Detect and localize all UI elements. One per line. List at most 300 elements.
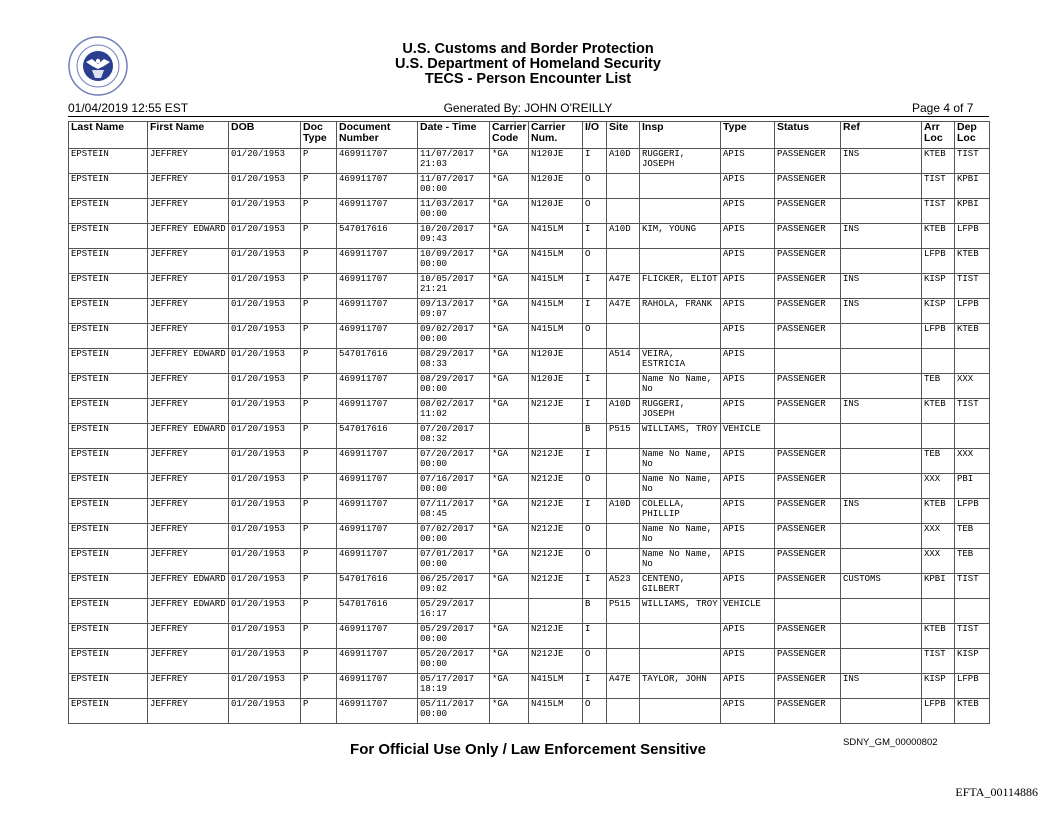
cell-io: I xyxy=(583,374,607,399)
cell-type: VEHICLE xyxy=(721,599,775,624)
cell-dob: 01/20/1953 xyxy=(229,424,301,449)
cell-date-time: 05/29/2017 00:00 xyxy=(418,624,490,649)
cell-ref xyxy=(841,649,922,674)
cell-arr-loc: LFPB xyxy=(922,324,955,349)
cell-dob: 01/20/1953 xyxy=(229,224,301,249)
cell-doc-type: P xyxy=(301,149,337,174)
cell-carrier-code: *GA xyxy=(490,349,529,374)
cell-status: PASSENGER xyxy=(775,574,841,599)
cell-first-name: JEFFREY xyxy=(148,274,229,299)
cell-io: I xyxy=(583,674,607,699)
col-io: I/O xyxy=(583,122,607,149)
cell-type: APIS xyxy=(721,574,775,599)
cell-date-time: 05/11/2017 00:00 xyxy=(418,699,490,724)
cell-carrier-code: *GA xyxy=(490,699,529,724)
cell-site: A10D xyxy=(607,224,640,249)
cell-arr-loc: TEB xyxy=(922,449,955,474)
cell-site xyxy=(607,249,640,274)
cell-ref: INS xyxy=(841,674,922,699)
cell-document-number: 469911707 xyxy=(337,699,418,724)
cell-insp: RUGGERI, JOSEPH xyxy=(640,399,721,424)
cell-arr-loc: TIST xyxy=(922,199,955,224)
cell-doc-type: P xyxy=(301,199,337,224)
cell-dob: 01/20/1953 xyxy=(229,599,301,624)
cell-last-name: EPSTEIN xyxy=(69,224,148,249)
cell-carrier-num xyxy=(529,599,583,624)
cell-arr-loc: KISP xyxy=(922,674,955,699)
cell-type: APIS xyxy=(721,474,775,499)
table-row xyxy=(69,424,990,449)
table-row xyxy=(69,149,990,174)
cell-date-time: 11/07/2017 21:03 xyxy=(418,149,490,174)
report-title: TECS - Person Encounter List xyxy=(424,71,632,87)
cell-doc-type: P xyxy=(301,224,337,249)
cell-io: O xyxy=(583,324,607,349)
cell-dob: 01/20/1953 xyxy=(229,449,301,474)
col-arr-loc: Arr Loc xyxy=(922,122,955,149)
cell-carrier-code: *GA xyxy=(490,499,529,524)
cell-site: A47E xyxy=(607,274,640,299)
cell-last-name: EPSTEIN xyxy=(69,349,148,374)
cell-first-name: JEFFREY xyxy=(148,649,229,674)
cell-document-number: 469911707 xyxy=(337,274,418,299)
cell-first-name: JEFFREY xyxy=(148,674,229,699)
cell-insp: TAYLOR, JOHN xyxy=(640,674,721,699)
cell-document-number: 469911707 xyxy=(337,199,418,224)
cell-dep-loc: TIST xyxy=(955,274,990,299)
cell-dep-loc: LFPB xyxy=(955,299,990,324)
cell-last-name: EPSTEIN xyxy=(69,574,148,599)
cell-doc-type: P xyxy=(301,299,337,324)
cell-last-name: EPSTEIN xyxy=(69,424,148,449)
cell-carrier-num: N415LM xyxy=(529,699,583,724)
cell-type: APIS xyxy=(721,149,775,174)
cell-dob: 01/20/1953 xyxy=(229,549,301,574)
cell-site: A47E xyxy=(607,299,640,324)
cell-doc-type: P xyxy=(301,399,337,424)
table-row xyxy=(69,549,990,574)
cell-io: O xyxy=(583,699,607,724)
cell-arr-loc: KISP xyxy=(922,274,955,299)
cell-dep-loc: LFPB xyxy=(955,674,990,699)
cell-first-name: JEFFREY xyxy=(148,174,229,199)
cell-type: APIS xyxy=(721,349,775,374)
cell-io: O xyxy=(583,549,607,574)
cell-dep-loc: KPBI xyxy=(955,199,990,224)
cell-site xyxy=(607,699,640,724)
cell-arr-loc xyxy=(922,349,955,374)
col-first-name: First Name xyxy=(148,122,229,149)
cell-type: APIS xyxy=(721,274,775,299)
cell-carrier-num: N120JE xyxy=(529,349,583,374)
table-row xyxy=(69,674,990,699)
cell-insp: Name No Name, No xyxy=(640,374,721,399)
cell-status: PASSENGER xyxy=(775,699,841,724)
cell-arr-loc xyxy=(922,424,955,449)
cell-type: APIS xyxy=(721,324,775,349)
cell-site xyxy=(607,174,640,199)
cell-status: PASSENGER xyxy=(775,274,841,299)
cell-ref xyxy=(841,374,922,399)
cell-date-time: 07/02/2017 00:00 xyxy=(418,524,490,549)
cell-ref xyxy=(841,699,922,724)
cell-status xyxy=(775,424,841,449)
table-row xyxy=(69,574,990,599)
cell-date-time: 10/05/2017 21:21 xyxy=(418,274,490,299)
cell-insp xyxy=(640,649,721,674)
table-row xyxy=(69,374,990,399)
cell-first-name: JEFFREY xyxy=(148,499,229,524)
cell-carrier-code: *GA xyxy=(490,324,529,349)
cell-doc-type: P xyxy=(301,374,337,399)
cell-carrier-code: *GA xyxy=(490,574,529,599)
cell-io xyxy=(583,349,607,374)
cell-site: P515 xyxy=(607,424,640,449)
cell-carrier-code: *GA xyxy=(490,299,529,324)
cell-io: I xyxy=(583,399,607,424)
table-row xyxy=(69,299,990,324)
cell-status: PASSENGER xyxy=(775,524,841,549)
cell-last-name: EPSTEIN xyxy=(69,599,148,624)
table-row xyxy=(69,224,990,249)
cell-carrier-num: N212JE xyxy=(529,549,583,574)
col-insp: Insp xyxy=(640,122,721,149)
agency-title: U.S. Customs and Border Protection xyxy=(402,41,654,57)
cell-document-number: 547017616 xyxy=(337,599,418,624)
cell-last-name: EPSTEIN xyxy=(69,524,148,549)
cell-ref xyxy=(841,624,922,649)
cell-status: PASSENGER xyxy=(775,474,841,499)
cell-carrier-num: N120JE xyxy=(529,199,583,224)
cell-arr-loc: TIST xyxy=(922,649,955,674)
cell-site: P515 xyxy=(607,599,640,624)
cell-carrier-num: N415LM xyxy=(529,224,583,249)
cell-first-name: JEFFREY xyxy=(148,399,229,424)
cell-doc-type: P xyxy=(301,624,337,649)
cell-carrier-num: N415LM xyxy=(529,249,583,274)
col-type: Type xyxy=(721,122,775,149)
cell-carrier-code: *GA xyxy=(490,274,529,299)
cell-type: APIS xyxy=(721,699,775,724)
cell-carrier-num: N415LM xyxy=(529,274,583,299)
col-date-time: Date - Time xyxy=(418,122,490,149)
cell-carrier-code xyxy=(490,599,529,624)
cell-dob: 01/20/1953 xyxy=(229,324,301,349)
cell-doc-type: P xyxy=(301,174,337,199)
cell-first-name: JEFFREY xyxy=(148,449,229,474)
cell-document-number: 469911707 xyxy=(337,324,418,349)
cell-status: PASSENGER xyxy=(775,249,841,274)
cell-date-time: 08/02/2017 11:02 xyxy=(418,399,490,424)
cell-type: APIS xyxy=(721,399,775,424)
cell-ref: INS xyxy=(841,399,922,424)
cell-dep-loc: KTEB xyxy=(955,249,990,274)
cell-io: I xyxy=(583,299,607,324)
cell-first-name: JEFFREY xyxy=(148,374,229,399)
cell-document-number: 469911707 xyxy=(337,374,418,399)
cell-carrier-code: *GA xyxy=(490,224,529,249)
cell-arr-loc: KTEB xyxy=(922,499,955,524)
cell-first-name: JEFFREY EDWARD xyxy=(148,599,229,624)
encounter-rows xyxy=(69,149,990,724)
cell-doc-type: P xyxy=(301,699,337,724)
cell-status: PASSENGER xyxy=(775,624,841,649)
cell-carrier-code: *GA xyxy=(490,549,529,574)
table-row xyxy=(69,499,990,524)
col-dob: DOB xyxy=(229,122,301,149)
cell-dep-loc: KISP xyxy=(955,649,990,674)
cell-last-name: EPSTEIN xyxy=(69,299,148,324)
cell-carrier-code xyxy=(490,424,529,449)
cell-document-number: 469911707 xyxy=(337,299,418,324)
cell-status: PASSENGER xyxy=(775,374,841,399)
cell-last-name: EPSTEIN xyxy=(69,274,148,299)
cell-dob: 01/20/1953 xyxy=(229,149,301,174)
cell-arr-loc: KTEB xyxy=(922,149,955,174)
cell-dob: 01/20/1953 xyxy=(229,624,301,649)
cell-doc-type: P xyxy=(301,499,337,524)
official-use-notice: For Official Use Only / Law Enforcement Sensitive xyxy=(350,741,706,758)
cell-status: PASSENGER xyxy=(775,449,841,474)
cell-io: I xyxy=(583,449,607,474)
cell-insp: Name No Name, No xyxy=(640,524,721,549)
cell-document-number: 469911707 xyxy=(337,549,418,574)
cell-arr-loc: KPBI xyxy=(922,574,955,599)
cell-arr-loc: TEB xyxy=(922,374,955,399)
cell-site xyxy=(607,649,640,674)
cell-carrier-code: *GA xyxy=(490,174,529,199)
cell-document-number: 547017616 xyxy=(337,349,418,374)
cell-dep-loc: TIST xyxy=(955,574,990,599)
table-row xyxy=(69,199,990,224)
cell-carrier-num: N120JE xyxy=(529,374,583,399)
cell-last-name: EPSTEIN xyxy=(69,324,148,349)
cell-insp: RUGGERI, JOSEPH xyxy=(640,149,721,174)
cell-type: APIS xyxy=(721,549,775,574)
cell-doc-type: P xyxy=(301,649,337,674)
cell-carrier-num: N212JE xyxy=(529,499,583,524)
cell-ref: INS xyxy=(841,224,922,249)
cell-arr-loc: LFPB xyxy=(922,699,955,724)
cell-doc-type: P xyxy=(301,349,337,374)
table-row xyxy=(69,474,990,499)
cell-date-time: 10/20/2017 09:43 xyxy=(418,224,490,249)
cell-date-time: 07/20/2017 00:00 xyxy=(418,449,490,474)
cell-dep-loc: TIST xyxy=(955,399,990,424)
cell-first-name: JEFFREY xyxy=(148,474,229,499)
cell-document-number: 469911707 xyxy=(337,474,418,499)
table-header-row xyxy=(69,122,990,149)
cell-io: B xyxy=(583,599,607,624)
cell-insp: VEIRA, ESTRICIA xyxy=(640,349,721,374)
table-row xyxy=(69,174,990,199)
cell-dob: 01/20/1953 xyxy=(229,574,301,599)
cell-dob: 01/20/1953 xyxy=(229,699,301,724)
cell-dob: 01/20/1953 xyxy=(229,274,301,299)
cell-dep-loc: TIST xyxy=(955,149,990,174)
cell-document-number: 469911707 xyxy=(337,499,418,524)
cell-insp xyxy=(640,699,721,724)
cell-arr-loc: KTEB xyxy=(922,624,955,649)
table-row xyxy=(69,449,990,474)
cell-last-name: EPSTEIN xyxy=(69,624,148,649)
cell-type: APIS xyxy=(721,449,775,474)
cell-insp xyxy=(640,199,721,224)
cell-status: PASSENGER xyxy=(775,499,841,524)
cell-first-name: JEFFREY xyxy=(148,699,229,724)
cell-doc-type: P xyxy=(301,249,337,274)
cell-dep-loc: XXX xyxy=(955,374,990,399)
efta-number: EFTA_00114886 xyxy=(955,785,1038,799)
col-document-number: Document Number xyxy=(337,122,418,149)
table-row xyxy=(69,649,990,674)
cell-type: VEHICLE xyxy=(721,424,775,449)
cell-status: PASSENGER xyxy=(775,399,841,424)
cell-carrier-num: N212JE xyxy=(529,574,583,599)
cell-date-time: 09/02/2017 00:00 xyxy=(418,324,490,349)
cell-io: I xyxy=(583,274,607,299)
cell-site: A10D xyxy=(607,399,640,424)
cell-dep-loc: LFPB xyxy=(955,499,990,524)
cell-doc-type: P xyxy=(301,474,337,499)
cell-ref xyxy=(841,174,922,199)
cell-insp: COLELLA, PHILLIP xyxy=(640,499,721,524)
cell-carrier-code: *GA xyxy=(490,249,529,274)
cell-arr-loc: KTEB xyxy=(922,399,955,424)
cell-document-number: 469911707 xyxy=(337,524,418,549)
cell-document-number: 547017616 xyxy=(337,574,418,599)
encounter-table xyxy=(68,121,990,724)
col-doc-type: Doc Type xyxy=(301,122,337,149)
cell-status xyxy=(775,349,841,374)
cell-status: PASSENGER xyxy=(775,149,841,174)
table-row xyxy=(69,274,990,299)
cell-carrier-num: N212JE xyxy=(529,649,583,674)
cell-first-name: JEFFREY EDWARD xyxy=(148,349,229,374)
cell-site: A47E xyxy=(607,674,640,699)
cell-doc-type: P xyxy=(301,424,337,449)
cell-first-name: JEFFREY EDWARD xyxy=(148,424,229,449)
cell-last-name: EPSTEIN xyxy=(69,199,148,224)
cell-ref: INS xyxy=(841,274,922,299)
cell-doc-type: P xyxy=(301,574,337,599)
cell-status: PASSENGER xyxy=(775,174,841,199)
cell-date-time: 07/16/2017 00:00 xyxy=(418,474,490,499)
cell-date-time: 08/29/2017 08:33 xyxy=(418,349,490,374)
cell-carrier-num: N120JE xyxy=(529,174,583,199)
cell-insp: Name No Name, No xyxy=(640,474,721,499)
cell-carrier-num: N415LM xyxy=(529,674,583,699)
report-timestamp: 01/04/2019 12:55 EST xyxy=(68,101,189,115)
cell-carrier-code: *GA xyxy=(490,474,529,499)
cell-dep-loc: TIST xyxy=(955,624,990,649)
cell-dob: 01/20/1953 xyxy=(229,174,301,199)
cell-io: O xyxy=(583,649,607,674)
cell-document-number: 469911707 xyxy=(337,449,418,474)
table-row xyxy=(69,324,990,349)
cell-doc-type: P xyxy=(301,599,337,624)
cell-date-time: 07/11/2017 08:45 xyxy=(418,499,490,524)
cell-date-time: 10/09/2017 00:00 xyxy=(418,249,490,274)
cell-status: PASSENGER xyxy=(775,299,841,324)
cell-first-name: JEFFREY xyxy=(148,299,229,324)
cell-last-name: EPSTEIN xyxy=(69,474,148,499)
cell-document-number: 469911707 xyxy=(337,249,418,274)
cell-doc-type: P xyxy=(301,274,337,299)
cell-dep-loc xyxy=(955,349,990,374)
cell-document-number: 547017616 xyxy=(337,424,418,449)
table-row xyxy=(69,399,990,424)
cell-first-name: JEFFREY xyxy=(148,324,229,349)
cell-first-name: JEFFREY xyxy=(148,149,229,174)
cell-site xyxy=(607,449,640,474)
cell-last-name: EPSTEIN xyxy=(69,699,148,724)
cell-insp: WILLIAMS, TROY xyxy=(640,424,721,449)
cell-site xyxy=(607,549,640,574)
cell-carrier-code: *GA xyxy=(490,649,529,674)
cell-carrier-num: N415LM xyxy=(529,299,583,324)
cell-dep-loc xyxy=(955,424,990,449)
cell-status: PASSENGER xyxy=(775,674,841,699)
cell-io: O xyxy=(583,474,607,499)
cell-dob: 01/20/1953 xyxy=(229,499,301,524)
cell-ref xyxy=(841,324,922,349)
col-carrier-num: Carrier Num. xyxy=(529,122,583,149)
cell-date-time: 06/25/2017 09:02 xyxy=(418,574,490,599)
cell-ref xyxy=(841,424,922,449)
cell-dob: 01/20/1953 xyxy=(229,399,301,424)
cell-carrier-num xyxy=(529,424,583,449)
cell-insp xyxy=(640,624,721,649)
cell-date-time: 05/17/2017 18:19 xyxy=(418,674,490,699)
cell-dob: 01/20/1953 xyxy=(229,649,301,674)
cell-dep-loc: TEB xyxy=(955,524,990,549)
cell-date-time: 09/13/2017 09:07 xyxy=(418,299,490,324)
cell-last-name: EPSTEIN xyxy=(69,399,148,424)
cell-status: PASSENGER xyxy=(775,199,841,224)
col-ref: Ref xyxy=(841,122,922,149)
cell-doc-type: P xyxy=(301,524,337,549)
cell-ref: INS xyxy=(841,499,922,524)
cell-status: PASSENGER xyxy=(775,224,841,249)
col-last-name: Last Name xyxy=(69,122,148,149)
cell-ref xyxy=(841,524,922,549)
cell-io: O xyxy=(583,199,607,224)
cell-document-number: 469911707 xyxy=(337,624,418,649)
cell-last-name: EPSTEIN xyxy=(69,449,148,474)
cell-carrier-num: N212JE xyxy=(529,399,583,424)
cell-ref xyxy=(841,249,922,274)
cell-insp: WILLIAMS, TROY xyxy=(640,599,721,624)
cell-document-number: 469911707 xyxy=(337,399,418,424)
cell-dep-loc: XXX xyxy=(955,449,990,474)
cell-dob: 01/20/1953 xyxy=(229,524,301,549)
cell-type: APIS xyxy=(721,199,775,224)
col-status: Status xyxy=(775,122,841,149)
cell-dep-loc: KTEB xyxy=(955,324,990,349)
cell-carrier-num: N212JE xyxy=(529,524,583,549)
generated-by: Generated By: JOHN O'REILLY xyxy=(443,101,613,115)
cell-carrier-code: *GA xyxy=(490,449,529,474)
cell-dep-loc xyxy=(955,599,990,624)
cell-site xyxy=(607,199,640,224)
cell-carrier-code: *GA xyxy=(490,524,529,549)
cell-carrier-code: *GA xyxy=(490,149,529,174)
cell-document-number: 469911707 xyxy=(337,674,418,699)
cell-date-time: 05/29/2017 16:17 xyxy=(418,599,490,624)
cell-insp xyxy=(640,174,721,199)
cell-io: B xyxy=(583,424,607,449)
